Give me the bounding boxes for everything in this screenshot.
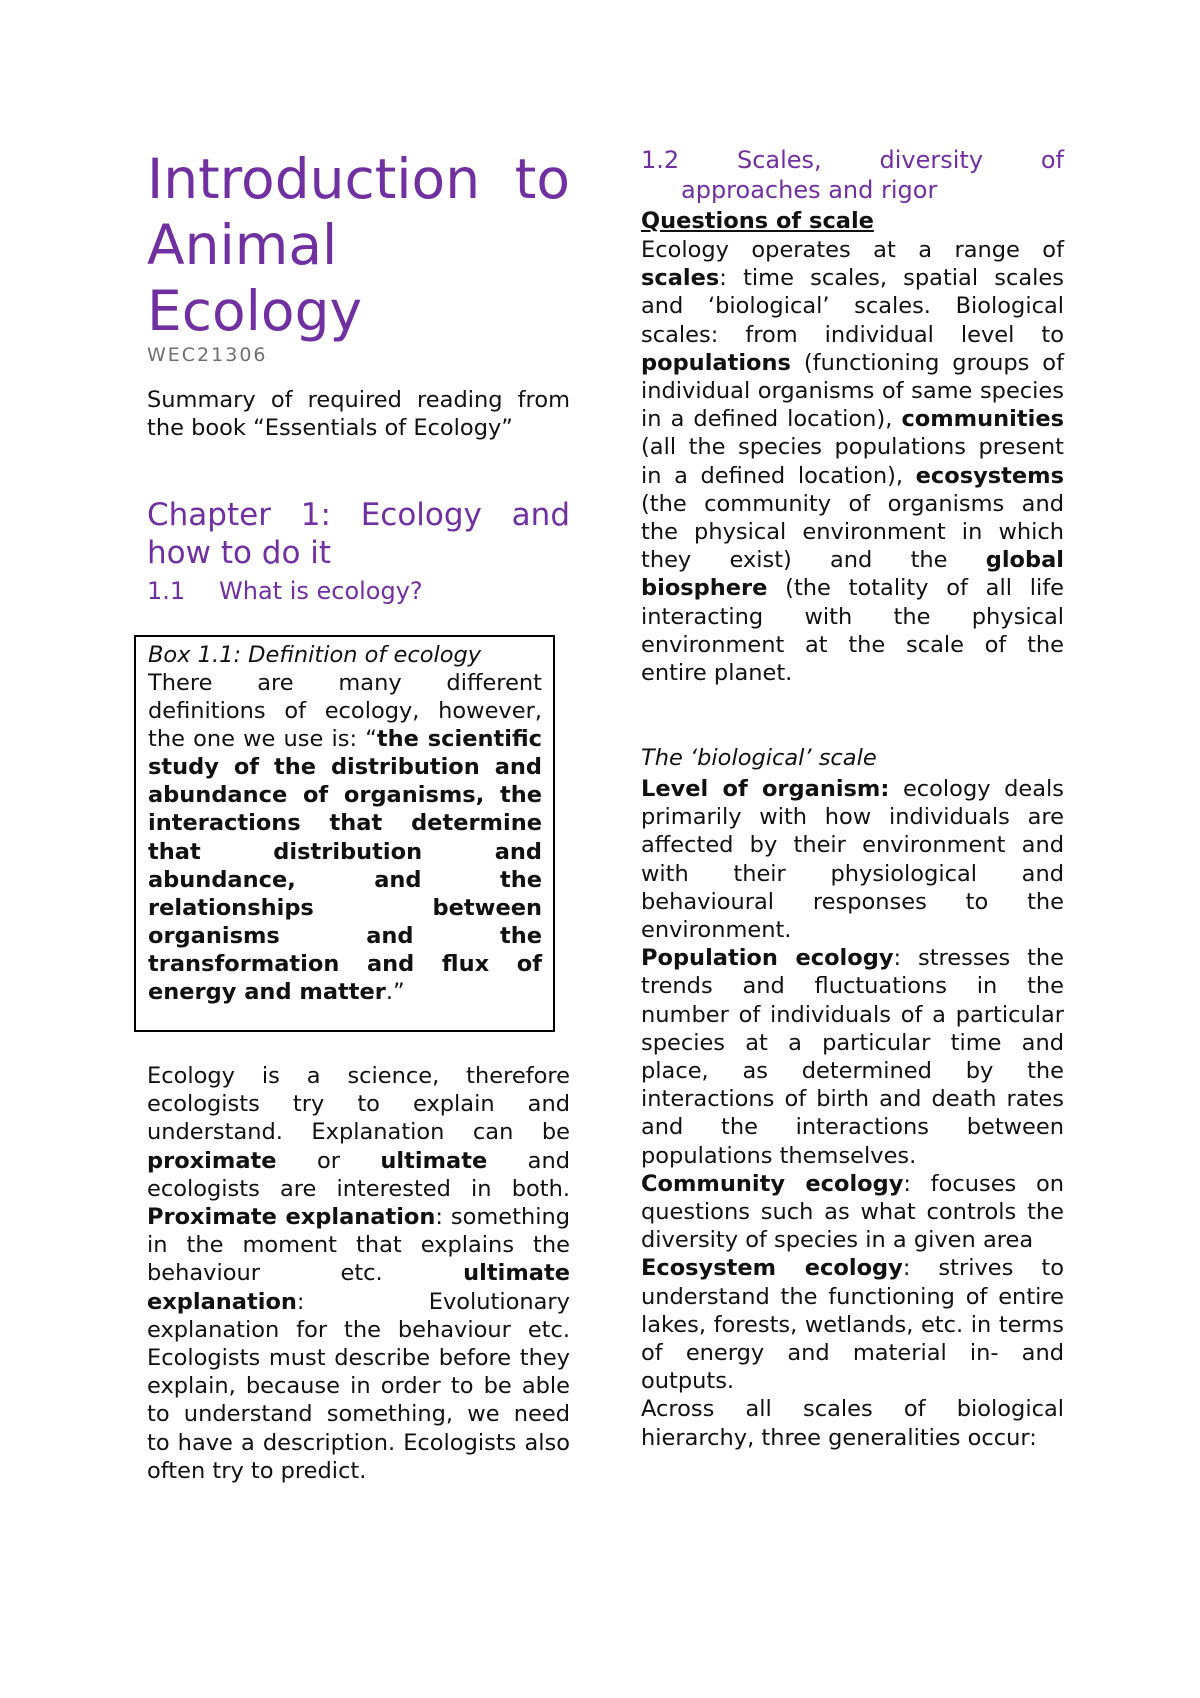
text-run: Ecology operates at a range of [641,237,1064,263]
term-global-biosphere: global biosphere [641,547,1064,602]
community-ecology-paragraph [641,1170,1064,1255]
term-organism-level: Level of organism: [641,776,890,802]
chapter-number: 1: [300,497,331,533]
document-title [147,146,570,344]
chapter-heading [147,496,570,572]
section-number: 1.2 [641,146,680,174]
biological-scale-section [641,744,1064,1452]
term-ecosystem-ecology: Ecosystem ecology [641,1255,903,1282]
title-word-to: to [514,147,570,211]
section-number: 1.1 [147,577,186,605]
chapter-word: Chapter [147,497,271,533]
title-line-3: Ecology [147,279,363,343]
term-scales: scales [641,265,720,292]
biological-scale-heading: The ‘biological’ scale [641,745,877,771]
title-line-2: Animal [147,213,338,277]
text-run: (the totality of all life interacting with the physical environment at the scale of the entire planet. [641,575,1064,687]
ecology-definition: the scientific study of the distribution and abundance of organisms, the interactions that determine that distribution and abundance, and the relationships between organisms and the transformation and flux of energy and matter [148,726,542,1006]
section-word: Scales, [736,146,822,174]
box-closing: .” [385,979,405,1006]
organism-level-paragraph [641,775,1064,944]
text-run: : something in the moment that explains the behaviour etc. [147,1204,570,1287]
title-word-introduction: Introduction [147,147,481,211]
box-text [148,669,542,1006]
term-ultimate: ultimate [380,1147,488,1174]
text-run: : strives to understand the functioning of entire lakes, forests, wetlands, etc. in terms of energy and material in- and outputs. [641,1255,1064,1395]
chapter-heading-line-2: how to do it [147,535,332,571]
section-heading-1-1 [147,576,423,606]
text-run: : Evolutionary explanation for the behaviour etc. Ecologists must describe before they explain, because in order to be able to understand something, we need to have a description. Ecologists also often try to predict. [147,1288,570,1484]
section-word: of [1040,146,1064,174]
questions-of-scale-heading: Questions of scale [641,208,874,234]
term-communities: communities [901,406,1064,433]
term-community-ecology: Community ecology [641,1170,904,1197]
course-code: WEC21306 [147,344,268,366]
text-run: ecology deals primarily with how individuals are affected by their environment and with their physiological and behavioural responses to the environment. [641,776,1064,944]
text-run: (all the species populations present in a defined location), [641,434,1064,489]
chapter-word: and [511,497,570,533]
section-heading-line-1 [641,145,1064,175]
population-ecology-paragraph [641,944,1064,1170]
ecosystem-ecology-paragraph [641,1254,1064,1395]
term-ultimate-explanation: ultimate explanation [147,1260,570,1315]
text-run: Ecology is a science, therefore ecologists try to explain and understand. Explanation can be [147,1063,570,1146]
text-run: (the community of organisms and the physical environment in which they exist) and the [641,490,1064,574]
chapter-heading-line-1 [147,496,570,534]
text-run: or [276,1147,381,1174]
chapter-word: Ecology [360,497,482,533]
text-run: (functioning groups of individual organisms of same species in a defined location), [641,349,1064,433]
box-title: Box 1.1: Definition of ecology [148,642,482,668]
box-intro: There are many different definitions of ecology, however, the one we use is: “ [148,670,542,753]
section-word: diversity [879,146,984,174]
text-run: : stresses the trends and fluctuations in the number of individuals of a particular species at a particular time and place, as determined by the interactions of birth and death rates and the interactions between populations themselves. [641,945,1064,1169]
text-run: and ecologists are interested in both. [147,1147,571,1202]
title-line-1 [147,146,570,212]
scale-paragraph [641,236,1064,687]
term-ecosystems: ecosystems [915,462,1064,489]
section-title: What is ecology? [219,577,423,605]
section-heading-1-2 [641,145,1064,205]
term-proximate: proximate [147,1147,277,1174]
text-run: : focuses on questions such as what controls the diversity of species in a given area [641,1170,1064,1254]
explanation-paragraph [147,1062,570,1485]
text-run: : time scales, spatial scales and ‘biological’ scales. Biological scales: from individual level to [641,265,1064,348]
generalities-paragraph: Across all scales of biological hierarchy, three generalities occur: [641,1396,1064,1451]
term-population-ecology: Population ecology [641,945,894,972]
term-proximate-explanation: Proximate explanation [147,1204,436,1231]
definition-box [134,635,555,1032]
section-heading-line-2: approaches and rigor [681,176,938,204]
summary-text: Summary of required reading from the book “Essentials of Ecology” [147,387,570,442]
term-populations: populations [641,349,791,376]
